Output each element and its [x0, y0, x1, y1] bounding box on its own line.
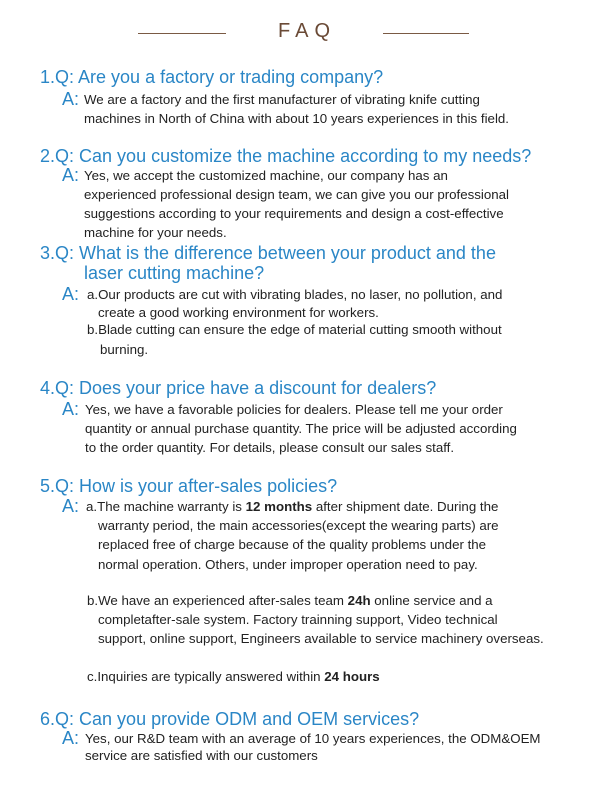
- answer-line: a.Our products are cut with vibrating blades, no laser, no pollution, and: [87, 287, 503, 302]
- answer-line: machines in North of China with about 10 years experiences in this field.: [84, 111, 509, 126]
- answer-line: [87, 591, 493, 610]
- question-2: [40, 145, 531, 167]
- answer-line: burning.: [100, 342, 149, 357]
- answer-label: A:: [62, 89, 80, 109]
- answer-line: quantity or annual purchase quantity. The price will be adjusted according: [85, 421, 517, 436]
- answer-line: warranty period, the main accessories(except the wearing parts) are: [98, 518, 499, 533]
- answer-line: Yes, our R&D team with an average of 10 years experiences, the ODM&OEM: [85, 731, 541, 746]
- header-rule-right: [383, 33, 469, 34]
- question-5: [40, 475, 337, 497]
- answer-line: to the order quantity. For details, please consult our sales staff.: [85, 440, 455, 455]
- question-number: 5.Q:: [40, 476, 75, 496]
- page-title: FAQ: [277, 20, 336, 42]
- answer-text: online service and a: [370, 593, 493, 608]
- answer-line: support, online support, Engineers available to service machinery overseas.: [98, 631, 544, 646]
- question-text-continued: laser cutting machine?: [84, 263, 265, 283]
- answer-label: A:: [62, 284, 80, 304]
- question-6: [40, 708, 419, 730]
- question-number: 3.Q:: [40, 243, 75, 263]
- answer-line: suggestions according to your requirements and design a cost-effective: [84, 206, 504, 221]
- question-number: 1.Q:: [40, 67, 75, 87]
- answer-line: normal operation. Others, under improper operation need to pay.: [98, 557, 478, 572]
- answer-label: A:: [62, 728, 80, 748]
- answer-line: machine for your needs.: [84, 225, 227, 240]
- answer-line: [86, 497, 498, 516]
- question-number: 2.Q:: [40, 146, 75, 166]
- answer-line: Yes, we have a favorable policies for dealers. Please tell me your order: [85, 402, 503, 417]
- answer-label: A:: [62, 399, 80, 419]
- answer-emphasis: 24 hours: [324, 669, 380, 684]
- answer-text: b.We have an experienced after-sales team: [87, 593, 348, 608]
- answer-emphasis: 24h: [347, 593, 371, 608]
- answer-line: service are satisfied with our customers: [85, 748, 318, 763]
- answer-line: experienced professional design team, we can give you our professional: [84, 187, 510, 202]
- question-text: What is the difference between your product and the: [79, 243, 496, 263]
- answer-line: [87, 667, 380, 686]
- answer-label: A:: [62, 165, 80, 185]
- question-text: How is your after-sales policies?: [79, 476, 338, 496]
- answer-label: A:: [62, 496, 80, 516]
- question-number: 6.Q:: [40, 709, 75, 729]
- answer-line: We are a factory and the first manufacturer of vibrating knife cutting: [84, 92, 480, 107]
- question-text: Can you customize the machine according to my needs?: [79, 146, 532, 166]
- faq-header: [0, 18, 614, 48]
- answer-line: completafter-sale system. Factory trainning support, Video technical: [98, 612, 498, 627]
- answer-text: a.The machine warranty is: [86, 499, 246, 514]
- answer-text: after shipment date. During the: [312, 499, 499, 514]
- question-4: [40, 377, 436, 399]
- answer-emphasis: 12 months: [245, 499, 313, 514]
- question-text: Are you a factory or trading company?: [78, 67, 384, 87]
- answer-line: create a good working environment for workers.: [98, 305, 379, 320]
- question-text: Can you provide ODM and OEM services?: [79, 709, 420, 729]
- question-text: Does your price have a discount for dealers?: [79, 378, 437, 398]
- question-3: [40, 242, 496, 264]
- question-number: 4.Q:: [40, 378, 75, 398]
- answer-line: Yes, we accept the customized machine, our company has an: [84, 168, 448, 183]
- question-1: [40, 66, 383, 88]
- answer-line: b.Blade cutting can ensure the edge of material cutting smooth without: [87, 322, 502, 337]
- answer-text: c.Inquiries are typically answered within: [87, 669, 325, 684]
- answer-line: replaced free of charge because of the quality problems under the: [98, 537, 487, 552]
